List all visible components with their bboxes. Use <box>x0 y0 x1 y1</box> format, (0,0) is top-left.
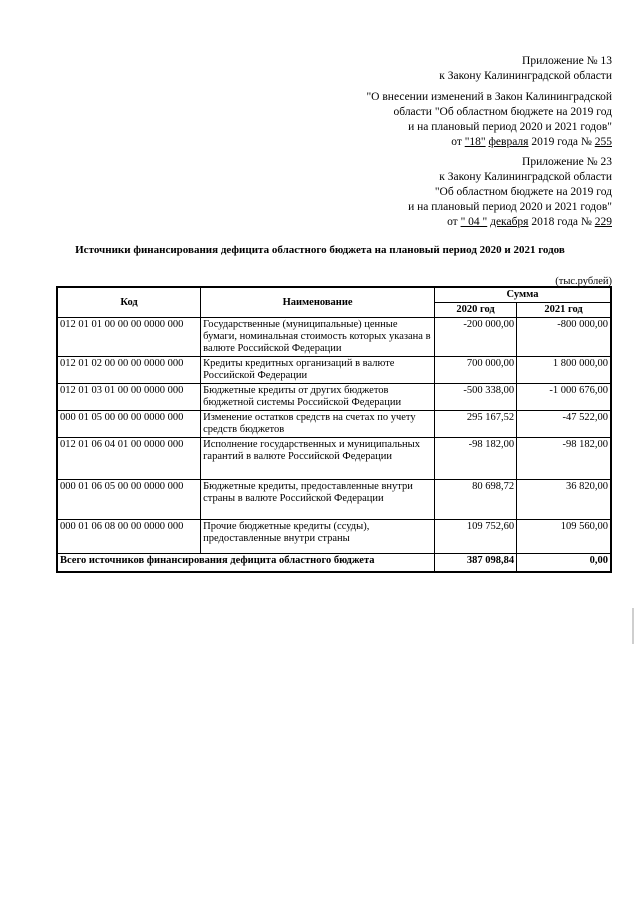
row-name: Кредиты кредитных организаций в валюте Российской Федерации <box>201 357 435 384</box>
total-value-2020: 387 098,84 <box>435 554 517 572</box>
appendix-23-date: от " 04 " декабря 2018 года № 229 <box>447 216 612 228</box>
row-value-2021: -98 182,00 <box>517 438 611 480</box>
row-value-2021: 109 560,00 <box>517 520 611 554</box>
appendix-13-law: к Закону Калининградской области <box>439 70 612 82</box>
row-value-2020: 295 167,52 <box>435 411 517 438</box>
row-code: 012 01 03 01 00 00 0000 000 <box>57 384 201 411</box>
table-row <box>57 411 611 438</box>
appendix-23-law-title-1: "Об областном бюджете на 2019 год <box>434 186 612 198</box>
row-value-2021: 36 820,00 <box>517 480 611 520</box>
col-header-name: Наименование <box>201 287 435 318</box>
row-name: Исполнение государственных и муниципальных гарантий в валюте Российской Федерации <box>201 438 435 480</box>
table-total-row <box>57 554 611 572</box>
row-name: Изменение остатков средств на счетах по учету средств бюджетов <box>201 411 435 438</box>
row-code: 012 01 01 00 00 00 0000 000 <box>57 318 201 357</box>
appendix-13-header <box>366 54 612 150</box>
row-value-2021: -47 522,00 <box>517 411 611 438</box>
appendix-13-title: Приложение № 13 <box>522 55 612 67</box>
row-name: Бюджетные кредиты, предоставленные внутри страны в валюте Российской Федерации <box>201 480 435 520</box>
row-value-2020: -200 000,00 <box>435 318 517 357</box>
document-title: Источники финансирования дефицита областного бюджета на плановый период 2020 и 2021 годов <box>75 244 565 256</box>
row-name: Бюджетные кредиты от других бюджетов бюджетной системы Российской Федерации <box>201 384 435 411</box>
row-name: Государственные (муниципальные) ценные бумаги, номинальная стоимость которых указана в валюте Российской Федерации <box>201 318 435 357</box>
units-label: (тыс.рублей) <box>555 276 612 287</box>
row-value-2020: -98 182,00 <box>435 438 517 480</box>
row-value-2020: 80 698,72 <box>435 480 517 520</box>
row-value-2021: -1 000 676,00 <box>517 384 611 411</box>
scan-edge-mark <box>632 608 634 644</box>
row-value-2021: -800 000,00 <box>517 318 611 357</box>
appendix-13-law-title-1: "О внесении изменений в Закон Калининградской <box>366 91 612 103</box>
appendix-23-header <box>408 155 612 230</box>
row-code: 012 01 02 00 00 00 0000 000 <box>57 357 201 384</box>
row-value-2020: 700 000,00 <box>435 357 517 384</box>
row-name: Прочие бюджетные кредиты (ссуды), предоставленные внутри страны <box>201 520 435 554</box>
table-row <box>57 438 611 480</box>
table-row <box>57 520 611 554</box>
row-code: 000 01 05 00 00 00 0000 000 <box>57 411 201 438</box>
appendix-13-date: от "18" февраля 2019 года № 255 <box>451 136 612 148</box>
appendix-23-title: Приложение № 23 <box>522 156 612 168</box>
row-value-2021: 1 800 000,00 <box>517 357 611 384</box>
table-row <box>57 318 611 357</box>
row-value-2020: 109 752,60 <box>435 520 517 554</box>
row-code: 000 01 06 08 00 00 0000 000 <box>57 520 201 554</box>
total-value-2021: 0,00 <box>517 554 611 572</box>
row-code: 000 01 06 05 00 00 0000 000 <box>57 480 201 520</box>
col-header-2021: 2021 год <box>517 303 611 318</box>
financing-sources-table <box>56 286 612 573</box>
table-row <box>57 384 611 411</box>
col-header-sum: Сумма <box>435 287 611 303</box>
appendix-23-law-title-2: и на плановый период 2020 и 2021 годов" <box>408 201 612 213</box>
appendix-23-law: к Закону Калининградской области <box>439 171 612 183</box>
row-code: 012 01 06 04 01 00 0000 000 <box>57 438 201 480</box>
table-row <box>57 480 611 520</box>
total-label: Всего источников финансирования дефицита областного бюджета <box>57 554 435 572</box>
appendix-13-law-title-3: и на плановый период 2020 и 2021 годов" <box>408 121 612 133</box>
col-header-2020: 2020 год <box>435 303 517 318</box>
appendix-13-law-title-2: области "Об областном бюджете на 2019 год <box>393 106 612 118</box>
table-row <box>57 357 611 384</box>
col-header-code: Код <box>57 287 201 318</box>
row-value-2020: -500 338,00 <box>435 384 517 411</box>
